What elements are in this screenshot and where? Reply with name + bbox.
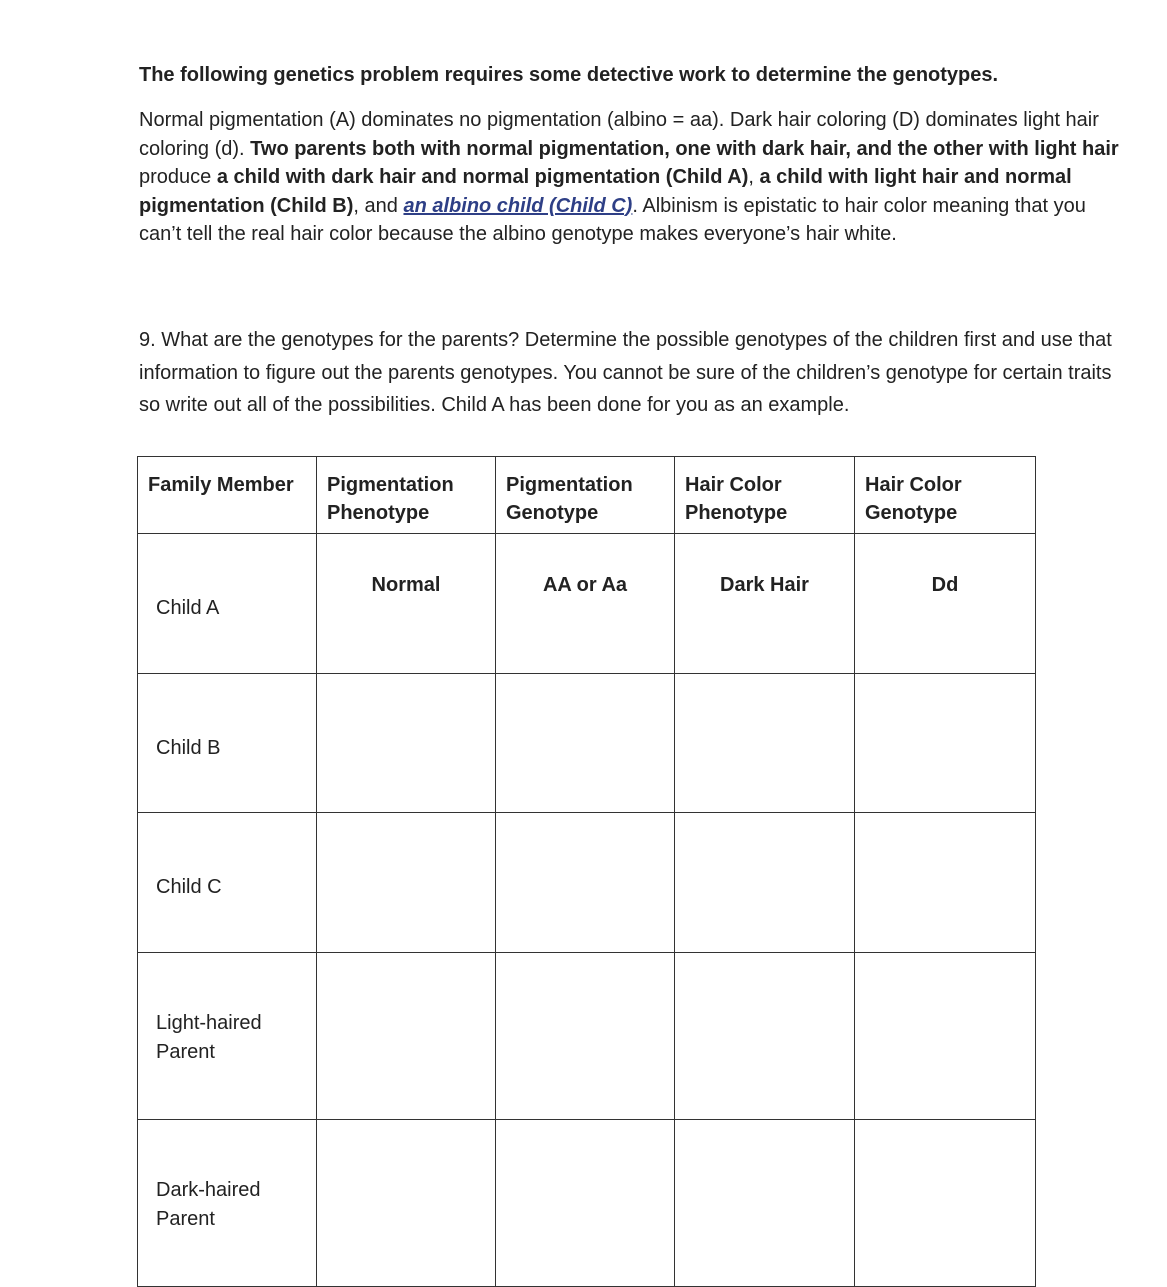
header-line: Phenotype: [685, 502, 788, 524]
pigmentation-genotype-cell[interactable]: AA or Aa: [496, 534, 675, 674]
hair-color-genotype-cell[interactable]: Dd: [855, 534, 1036, 674]
hair-color-genotype-cell[interactable]: [855, 813, 1036, 953]
header-line: Hair Color: [685, 474, 782, 496]
member-label-line: Dark-haired: [156, 1179, 261, 1201]
albino-child-link[interactable]: an albino child (Child C): [403, 194, 633, 217]
header-line: Family Member: [148, 474, 294, 496]
table-header-row: [138, 457, 1036, 534]
pigmentation-phenotype-cell[interactable]: Normal: [317, 534, 496, 674]
pigmentation-genotype-cell[interactable]: [496, 674, 675, 813]
hair-color-phenotype-cell[interactable]: [675, 813, 855, 953]
member-label-line: Parent: [156, 1208, 215, 1230]
pigmentation-genotype-cell[interactable]: [496, 813, 675, 953]
hair-color-phenotype-cell[interactable]: Dark Hair: [675, 534, 855, 674]
member-label: Child B: [156, 737, 221, 759]
question-9: 9. What are the genotypes for the parents? Determine the possible genotypes of the children first and use that information to figure out the parents genotypes. You cannot be sure of the children’s genotype for certain traits so write out all of the possibilities. Child A has been done for you as an example.: [139, 329, 1112, 416]
header-pigmentation-phenotype: [317, 457, 496, 534]
header-line: Pigmentation: [327, 474, 454, 496]
pigmentation-phenotype-cell[interactable]: [317, 813, 496, 953]
pigmentation-phenotype-cell[interactable]: [317, 953, 496, 1120]
table-row-light-haired-parent: [138, 953, 1036, 1120]
hair-color-genotype-cell[interactable]: [855, 953, 1036, 1120]
header-line: Phenotype: [327, 502, 430, 524]
intro-bold-child-a: a child with dark hair and normal pigmentation (Child A): [216, 166, 749, 188]
intro-bold-parents: Two parents both with normal pigmentation, one with dark hair, and the other with light hair: [250, 137, 1119, 160]
member-label: Child A: [156, 597, 220, 619]
hair-color-phenotype-cell[interactable]: [675, 953, 855, 1120]
header-pigmentation-genotype: [496, 457, 675, 534]
member-label: [156, 953, 316, 1067]
pigmentation-genotype-cell[interactable]: [496, 953, 675, 1120]
problem-intro: [139, 106, 1119, 249]
header-line: Hair Color: [865, 474, 962, 496]
pigmentation-phenotype-cell[interactable]: [317, 1120, 496, 1287]
hair-color-genotype-cell[interactable]: [855, 1120, 1036, 1287]
member-label-line: Parent: [156, 1041, 215, 1063]
header-family-member: [138, 457, 317, 534]
header-line: Genotype: [865, 502, 958, 524]
intro-text-1: Normal pigmentation (A) dominates no pigmentation (albino = aa). Dark hair coloring (D) dominates light hair coloring (d).: [139, 109, 1099, 160]
pigmentation-phenotype-cell[interactable]: [317, 674, 496, 813]
header-line: Genotype: [506, 502, 599, 524]
table-row-child-b: [138, 674, 1036, 813]
hair-color-phenotype-cell[interactable]: [675, 674, 855, 813]
header-hair-color-genotype: [855, 457, 1036, 534]
genotype-table: [137, 456, 1036, 1287]
hair-color-genotype-cell[interactable]: [855, 674, 1036, 813]
member-cell: [138, 1120, 317, 1287]
intro-text-4: , and: [353, 194, 404, 217]
header-hair-color-phenotype: [675, 457, 855, 534]
pigmentation-genotype-cell[interactable]: [496, 1120, 675, 1287]
member-label: [156, 1120, 316, 1234]
intro-text-3: ,: [748, 166, 760, 188]
intro-bold-child-b: a child with light hair and normal pigmentation (Child B): [139, 166, 1072, 217]
hair-color-phenotype-cell[interactable]: [675, 1120, 855, 1287]
intro-text-5: . Albinism is epistatic to hair color meaning that you can’t tell the real hair color because the albino genotype makes everyone’s hair white.: [139, 194, 1086, 245]
table-row-child-c: [138, 813, 1036, 953]
table-row-child-a: [138, 534, 1036, 674]
member-label-line: Light-haired: [156, 1012, 262, 1034]
table-row-dark-haired-parent: [138, 1120, 1036, 1287]
header-line: Pigmentation: [506, 474, 633, 496]
member-label: Child C: [156, 876, 222, 898]
problem-title: The following genetics problem requires some detective work to determine the genotypes.: [139, 64, 999, 86]
intro-text-2: produce: [139, 166, 217, 188]
member-cell: [138, 674, 317, 813]
member-cell: [138, 534, 317, 674]
member-cell: [138, 813, 317, 953]
member-cell: [138, 953, 317, 1120]
